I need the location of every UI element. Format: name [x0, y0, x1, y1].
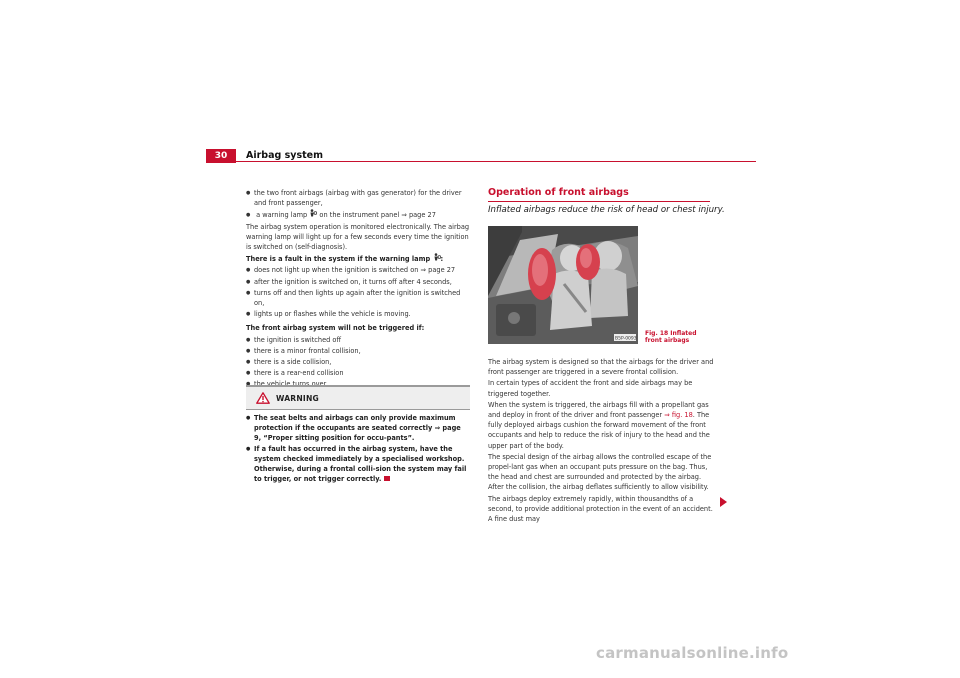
paragraph: The special design of the airbag allows the controlled escape of the propel-lant gas when an occupant puts pressure on the bag. Thus, the head and chest are surrounded and protected by the airbag. After the collision, the airbag deflates sufficiently to allow visibility.	[488, 452, 712, 492]
list-item	[246, 209, 471, 220]
list-item-text: a warning lamp	[256, 211, 310, 220]
list-item-text: on the instrument panel	[317, 211, 402, 220]
left-column	[246, 188, 471, 391]
paragraph	[488, 400, 716, 451]
figure-reference[interactable]: fig. 18	[671, 411, 693, 420]
list-item: ● the two front airbags (airbag with gas generator) for the driver and front passenger,	[246, 188, 471, 208]
list-item: ● there is a rear-end collision	[246, 368, 471, 378]
airbag-figure	[488, 226, 638, 344]
paragraph: In certain types of accident the front and side airbags may be triggered together.	[488, 379, 693, 398]
subheading-punct: :	[440, 255, 444, 264]
arrow-icon: ⇒	[420, 266, 427, 275]
continue-arrow-icon	[720, 497, 727, 507]
page-number: 30	[206, 149, 236, 163]
chapter-title: Airbag system	[246, 150, 323, 161]
figure-caption: Fig. 18 Inflated front airbags	[645, 330, 697, 345]
section-rule	[488, 201, 710, 202]
list-item: ● the ignition is switched off	[246, 335, 471, 345]
list-item: ● there is a side collision,	[246, 357, 471, 367]
warning-title: WARNING	[276, 393, 319, 403]
warning-item	[246, 413, 470, 444]
inflated-airbags-illustration	[488, 226, 638, 344]
subheading	[246, 253, 471, 264]
subheading: The front airbag system will not be triggered if:	[246, 324, 425, 333]
section-subtitle: Inflated airbags reduce the risk of head or chest injury.	[488, 205, 725, 215]
list-item: ● after the ignition is switched on, it turns off after 4 seconds,	[246, 277, 471, 287]
page-reference[interactable]: page 9, “Proper sitting position for occu-pants”.	[254, 424, 461, 443]
warning-body	[246, 410, 470, 484]
header-rule	[206, 161, 756, 162]
arrow-icon: ⇒	[434, 424, 441, 433]
watermark: carmanualsonline.info	[596, 644, 789, 662]
page-reference[interactable]: page 27	[428, 266, 456, 275]
list-item: ● lights up or flashes while the vehicle is moving.	[246, 309, 471, 319]
paragraph: The airbags deploy extremely rapidly, within thousandths of a second, to provide additional protection in the event of an accident. A fine dust may	[488, 494, 713, 524]
warning-item	[246, 444, 470, 485]
warning-header	[246, 385, 470, 410]
figure-code: B5P-0093	[615, 336, 637, 342]
section-end-icon	[384, 476, 390, 481]
list-item: ● turns off and then lights up again after the ignition is switched on,	[246, 288, 471, 308]
warning-triangle-icon	[256, 389, 270, 408]
subheading-text: There is a fault in the system if the warning lamp	[246, 255, 431, 264]
arrow-icon: ⇒	[664, 411, 670, 420]
section-title: Operation of front airbags	[488, 187, 629, 198]
warning-item-text: If a fault has occurred in the airbag system, have the system checked immediately by a specialised workshop. Otherwise, during a frontal colli-sion the system may fail to trigger, or not trigger correctly.	[254, 444, 467, 484]
warning-box	[246, 385, 470, 484]
page-reference[interactable]: page 27	[408, 211, 436, 220]
paragraph: The airbag system operation is monitored electronically. The airbag warning lamp will light up for a few seconds every time the ignition is switched on (self-diagnosis).	[246, 222, 470, 252]
paragraph-text: . The fully deployed airbags cushion the forward movement of the front occupants and help to reduce the risk of injury to the head and the upper part of the body.	[488, 411, 710, 450]
paragraph: The airbag system is designed so that the airbags for the driver and front passenger are triggered in a severe frontal collision.	[488, 358, 714, 377]
right-column	[488, 357, 716, 525]
list-item	[246, 265, 471, 275]
list-item: ● there is a minor frontal collision,	[246, 346, 471, 356]
paragraph-text: When the system is triggered, the airbags fill with a propellant gas and deploy in front of the driver and front passenger	[488, 400, 709, 420]
airbag-warning-lamp-icon	[433, 255, 441, 263]
list-item-text: does not light up when the ignition is switched on	[254, 266, 421, 275]
arrow-icon: ⇒	[401, 211, 407, 220]
warning-item-text: The seat belts and airbags can only provide maximum protection if the occupants are seated correctly	[254, 414, 456, 433]
